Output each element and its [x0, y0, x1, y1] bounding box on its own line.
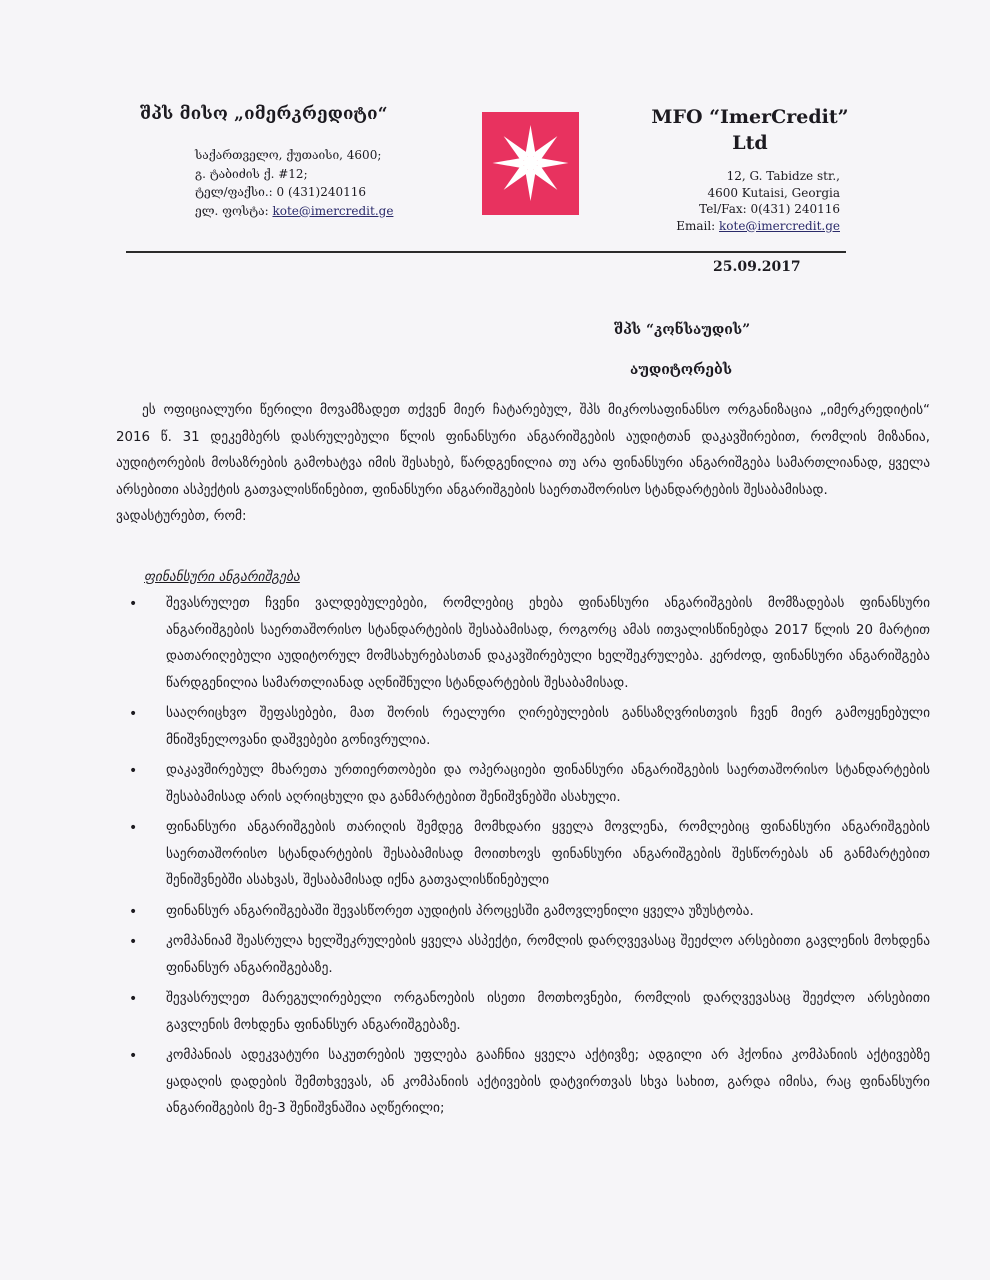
list-item — [129, 899, 930, 926]
section-title: ფინანსური ანგარიშგება — [144, 569, 300, 585]
email-label: Email: — [676, 218, 720, 233]
org-name-english — [640, 104, 860, 156]
list-item — [129, 929, 930, 982]
list-item-text: ფინანსურ ანგარიშგებაში შევასწორეთ აუდიტის პროცესში გამოვლენილი ყველა უზუსტობა. — [166, 903, 754, 919]
list-item-text: სააღრიცხვო შეფასებები, მათ შორის რეალური ღირებულების განსაზღვრისთვის ჩვენ მიერ გამოყენებული მნიშვნელოვანი დაშვებები გონივრულია. — [166, 706, 930, 748]
confirm-line: ვადასტურებთ, რომ: — [116, 509, 247, 524]
list-item — [129, 986, 930, 1039]
list-item-text: კომპანიას ადეკვატური საკუთრების უფლება გააჩნია ყველა აქტივზე; ადგილი არ ჰქონია კომპანიის აქტივებზე ყადაღის დადების შემთხვევას, ან კომპანიის აქტივების დატვირთვას სხვა სახით, გარდა იმისა, რაც ფინანსური ანგარიშგების მე-3 შენიშვნაშია აღწერილი; — [166, 1048, 930, 1116]
list-item — [129, 701, 930, 754]
bullet-icon: • — [129, 903, 138, 920]
recipient-line: აუდიტორებს — [630, 362, 733, 378]
letter-date: 25.09.2017 — [713, 259, 801, 275]
bullet-icon: • — [129, 1048, 138, 1064]
star-logo-icon — [482, 112, 579, 215]
email-link-georgian[interactable]: kote@imercredit.ge — [272, 203, 394, 218]
phone-english: Tel/Fax: 0(431) 240116 — [699, 202, 840, 216]
phone-georgian: ტელ/ფაქსი.: 0 (431)240116 — [195, 185, 367, 199]
representation-list — [116, 591, 930, 1123]
org-name-line: Ltd — [732, 132, 768, 154]
email-label: ელ. ფოსტა: — [195, 203, 273, 218]
list-item — [129, 1043, 930, 1123]
recipient-block — [614, 310, 814, 390]
header-divider — [126, 251, 846, 253]
address-english — [640, 168, 840, 234]
email-row-english — [640, 218, 840, 235]
intro-paragraph: ეს ოფიციალური წერილი მოვამზადეთ თქვენ მიერ ჩატარებულ, შპს მიკროსაფინანსო ორგანიზაცია „იმერკრედიტის“ 2016 წ. 31 დეკემბერს დასრულებული წლის ფინანსური ანგარიშგების აუდიტთან დაკავშირებით, რომლის მიზანია, აუდიტორების მოსაზრების გამოხატვა იმის შესახებ, წარდგენილია თუ არა ფინანსური ანგარიშგება სამართლიანად, ყველა არსებითი ასპექტის გათვალისწინებით, ფინანსური ანგარიშგების საერთაშორისო სტანდარტების შესაბამისად. — [116, 403, 930, 498]
recipient-line: შპს “კონსაუდის” — [614, 322, 751, 338]
bullet-icon: • — [129, 820, 138, 836]
list-item-text: კომპანიამ შეასრულა ხელშეკრულების ყველა ასპექტი, რომლის დარღვევასაც შეეძლო არსებითი გავლენის მოხდენა ფინანსურ ანგარიშგებაზე. — [166, 934, 930, 976]
letterhead-georgian — [140, 104, 430, 220]
list-item — [129, 758, 930, 811]
bullet-icon: • — [129, 763, 138, 779]
list-item-text: შევასრულეთ ჩვენი ვალდებულებები, რომლებიც ეხება ფინანსური ანგარიშგების მომზადებას ფინანსური ანგარიშგების საერთაშორისო სტანდარტების შესაბამისად, როგორც ამას ითვალისწინებდა 2017 წლის 20 მარტით დათარიღებული აუდიტორულ მომსახურებასთან დაკავშირებული ხელშეკრულება. კერძოდ, ფინანსური ანგარიშგება წარდგენილია სამართლიანად აღნიშნული სტანდარტების შესაბამისად. — [166, 596, 930, 691]
letter-body — [116, 398, 930, 1127]
address-line: საქართველო, ქუთაისი, 4600; — [195, 148, 382, 162]
list-item-text: შევასრულეთ მარეგულირებელი ორგანოების ისეთი მოთხოვნები, რომლის დარღვევასაც შეეძლო არსებითი გავლენის მოხდენა ფინანსურ ანგარიშგებაზე. — [166, 991, 930, 1033]
list-item — [129, 815, 930, 895]
bullet-icon: • — [129, 934, 138, 950]
org-name-line: MFO “ImerCredit” — [651, 106, 849, 128]
email-link-english[interactable]: kote@imercredit.ge — [719, 218, 840, 233]
company-logo — [482, 112, 579, 215]
bullet-icon: • — [129, 991, 138, 1007]
email-row-georgian — [195, 202, 430, 221]
bullet-icon: • — [129, 596, 138, 612]
list-item-text: დაკავშირებულ მხარეთა ურთიერთობები და ოპერაციები ფინანსური ანგარიშგების საერთაშორისო სტანდარტების შესაბამისად არის აღრიცხული და განმარტებით შენიშვნებში ასახული. — [166, 763, 930, 805]
address-georgian — [195, 146, 430, 220]
list-item — [129, 591, 930, 697]
bullet-icon: • — [129, 706, 138, 722]
address-line: 4600 Kutaisi, Georgia — [707, 185, 840, 200]
letterhead-english — [640, 104, 870, 234]
address-line: გ. ტაბიძის ქ. #12; — [195, 166, 308, 181]
org-name-georgian: შპს მისო „იმერკრედიტი“ — [140, 104, 388, 124]
list-item-text: ფინანსური ანგარიშგების თარიღის შემდეგ მომხდარი ყველა მოვლენა, რომლებიც ფინანსური ანგარიშგების საერთაშორისო სტანდარტების შესაბამისად მოითხოვს ფინანსური ანგარიშგების შესწორებას ან განმარტებით შენიშვნებში ასახვას, შესაბამისად იქნა გათვალისწინებული — [166, 820, 930, 888]
address-line: 12, G. Tabidze str., — [726, 169, 840, 183]
